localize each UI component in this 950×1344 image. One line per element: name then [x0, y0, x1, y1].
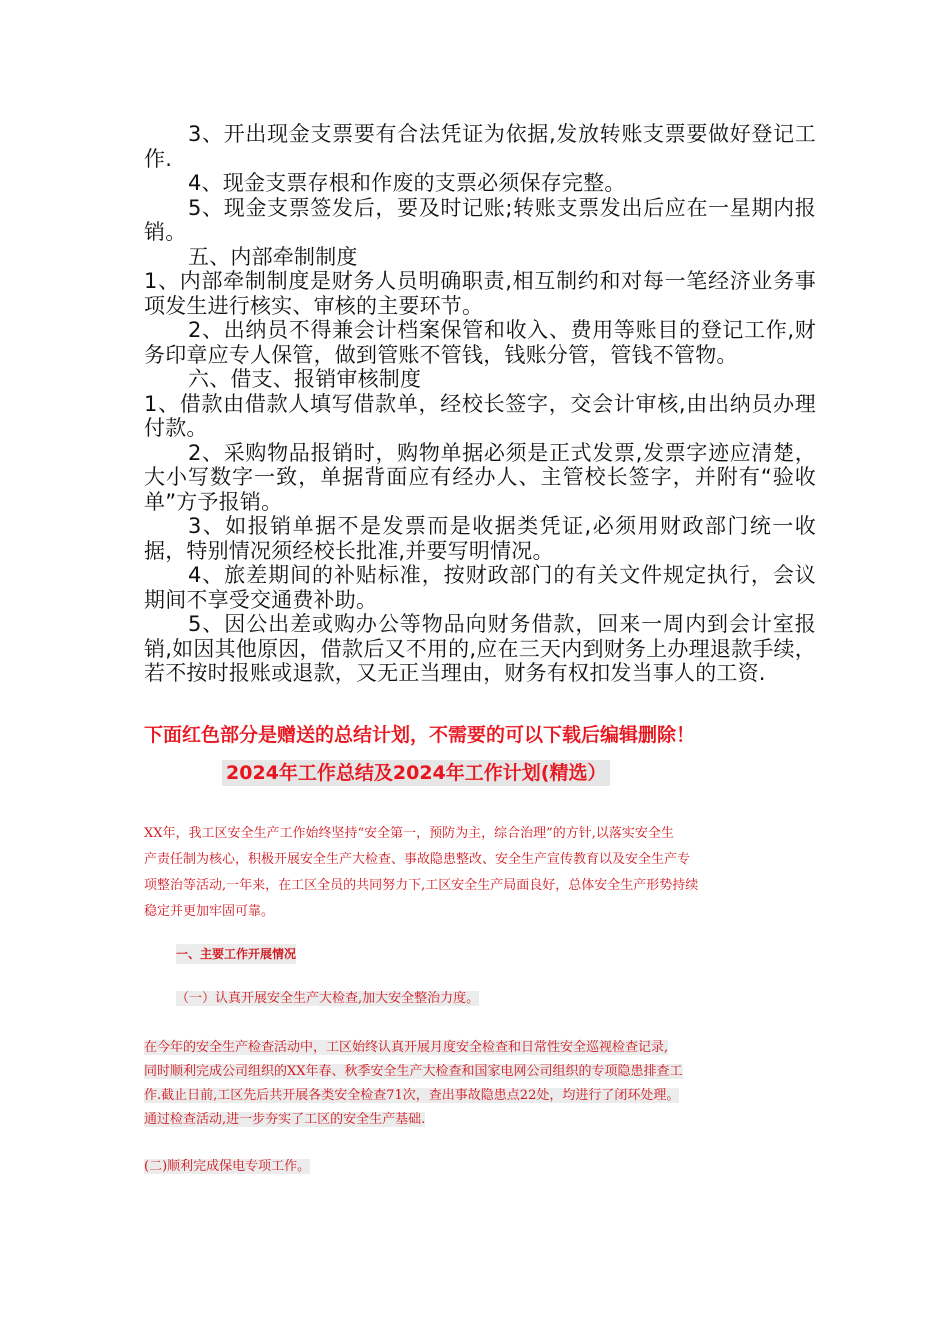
text-line: 在今年的安全生产检查活动中，工区始终认真开展月度安全检查和日常性安全巡视检查记录, — [144, 1040, 669, 1055]
text-line: 项整治等活动,一年来，在工区全员的共同努力下,工区安全生产局面良好，总体安全生产形势持续 — [144, 878, 699, 893]
sub-item-label: （一）认真开展安全生产大检查,加大安全整治力度。 — [176, 991, 480, 1006]
text-line: 稳定并更加牢固可靠。 — [144, 904, 275, 919]
regulation-paragraph: 3、如报销单据不是发票而是收据类凭证,必须用财政部门统一收据，特别情况须经校长批准,并要写明情况。 — [144, 514, 816, 563]
sub-item-inspection — [176, 989, 479, 1009]
text-line: XX年，我工区安全生产工作始终坚持“安全第一，预防为主，综合治理”的方针,以落实安全生 — [144, 826, 674, 841]
safety-intro-paragraph — [144, 821, 816, 925]
regulation-paragraph: 4、现金支票存根和作废的支票必须保存完整。 — [188, 171, 626, 195]
section-heading-reimbursement: 六、借支、报销审核制度 — [188, 367, 422, 391]
section-heading-internal-control: 五、内部牵制制度 — [188, 244, 358, 269]
text-line: 通过检查活动,进一步夯实了工区的安全生产基础. — [144, 1112, 426, 1127]
regulation-paragraph: 1、借款由借款人填写借款单，经校长签字，交会计审核,由出纳员办理付款。 — [144, 391, 816, 440]
sub-item-label: (二)顺利完成保电专项工作。 — [144, 1159, 311, 1174]
sub-item-power-supply — [144, 1157, 310, 1177]
regulation-paragraph: 2、出纳员不得兼会计档案保管和收入、费用等账目的登记工作,财务印章应专人保管，做到管账不管钱，钱账分管，管钱不管物。 — [144, 318, 816, 367]
regulation-paragraph: 5、因公出差或购办公等物品向财务借款，回来一周内到会计室报销,如因其他原因，借款后又不用的,应在三天内到财务上办理退款手续，若不按时报账或退款，又无正当理由，财务有权扣发当事人的工资. — [144, 612, 816, 685]
main-work-heading: 一、主要工作开展情况 — [176, 944, 296, 964]
bonus-notice: 下面红色部分是赠送的总结计划，不需要的可以下载后编辑删除！ — [144, 724, 696, 746]
text-line: 作.截止日前,工区先后共开展各类安全检查71次，查出事故隐患点22处，均进行了闭环处理。 — [144, 1088, 680, 1103]
regulation-paragraph: 2、采购物品报销时，购物单据必须是正式发票,发票字迹应清楚，大小写数字一致，单据背面应有经办人、主管校长签字，并附有“验收单”方予报销。 — [144, 440, 816, 514]
regulation-paragraph: 3、开出现金支票要有合法凭证为依据,发放转账支票要做好登记工作. — [144, 122, 816, 171]
bonus-title: 2024年工作总结及2024年工作计划(精选） — [222, 760, 610, 786]
text-line: 产责任制为核心，积极开展安全生产大检查、事故隐患整改、安全生产宣传教育以及安全生产专 — [144, 852, 691, 867]
text-line: 同时顺利完成公司组织的XX年春、秋季安全生产大检查和国家电网公司组织的专项隐患排查工 — [144, 1064, 683, 1079]
regulation-paragraph: 4、旅差期间的补贴标准，按财政部门的有关文件规定执行，会议期间不享受交通费补助。 — [144, 563, 816, 612]
inspection-paragraph — [144, 1036, 816, 1132]
regulation-paragraph: 1、内部牵制制度是财务人员明确职责,相互制约和对每一笔经济业务事项发生进行核实、审核的主要环节。 — [144, 269, 816, 318]
regulations-text — [144, 122, 816, 686]
regulation-paragraph: 5、现金支票签发后，要及时记账;转账支票发出后应在一星期内报销。 — [144, 195, 816, 244]
